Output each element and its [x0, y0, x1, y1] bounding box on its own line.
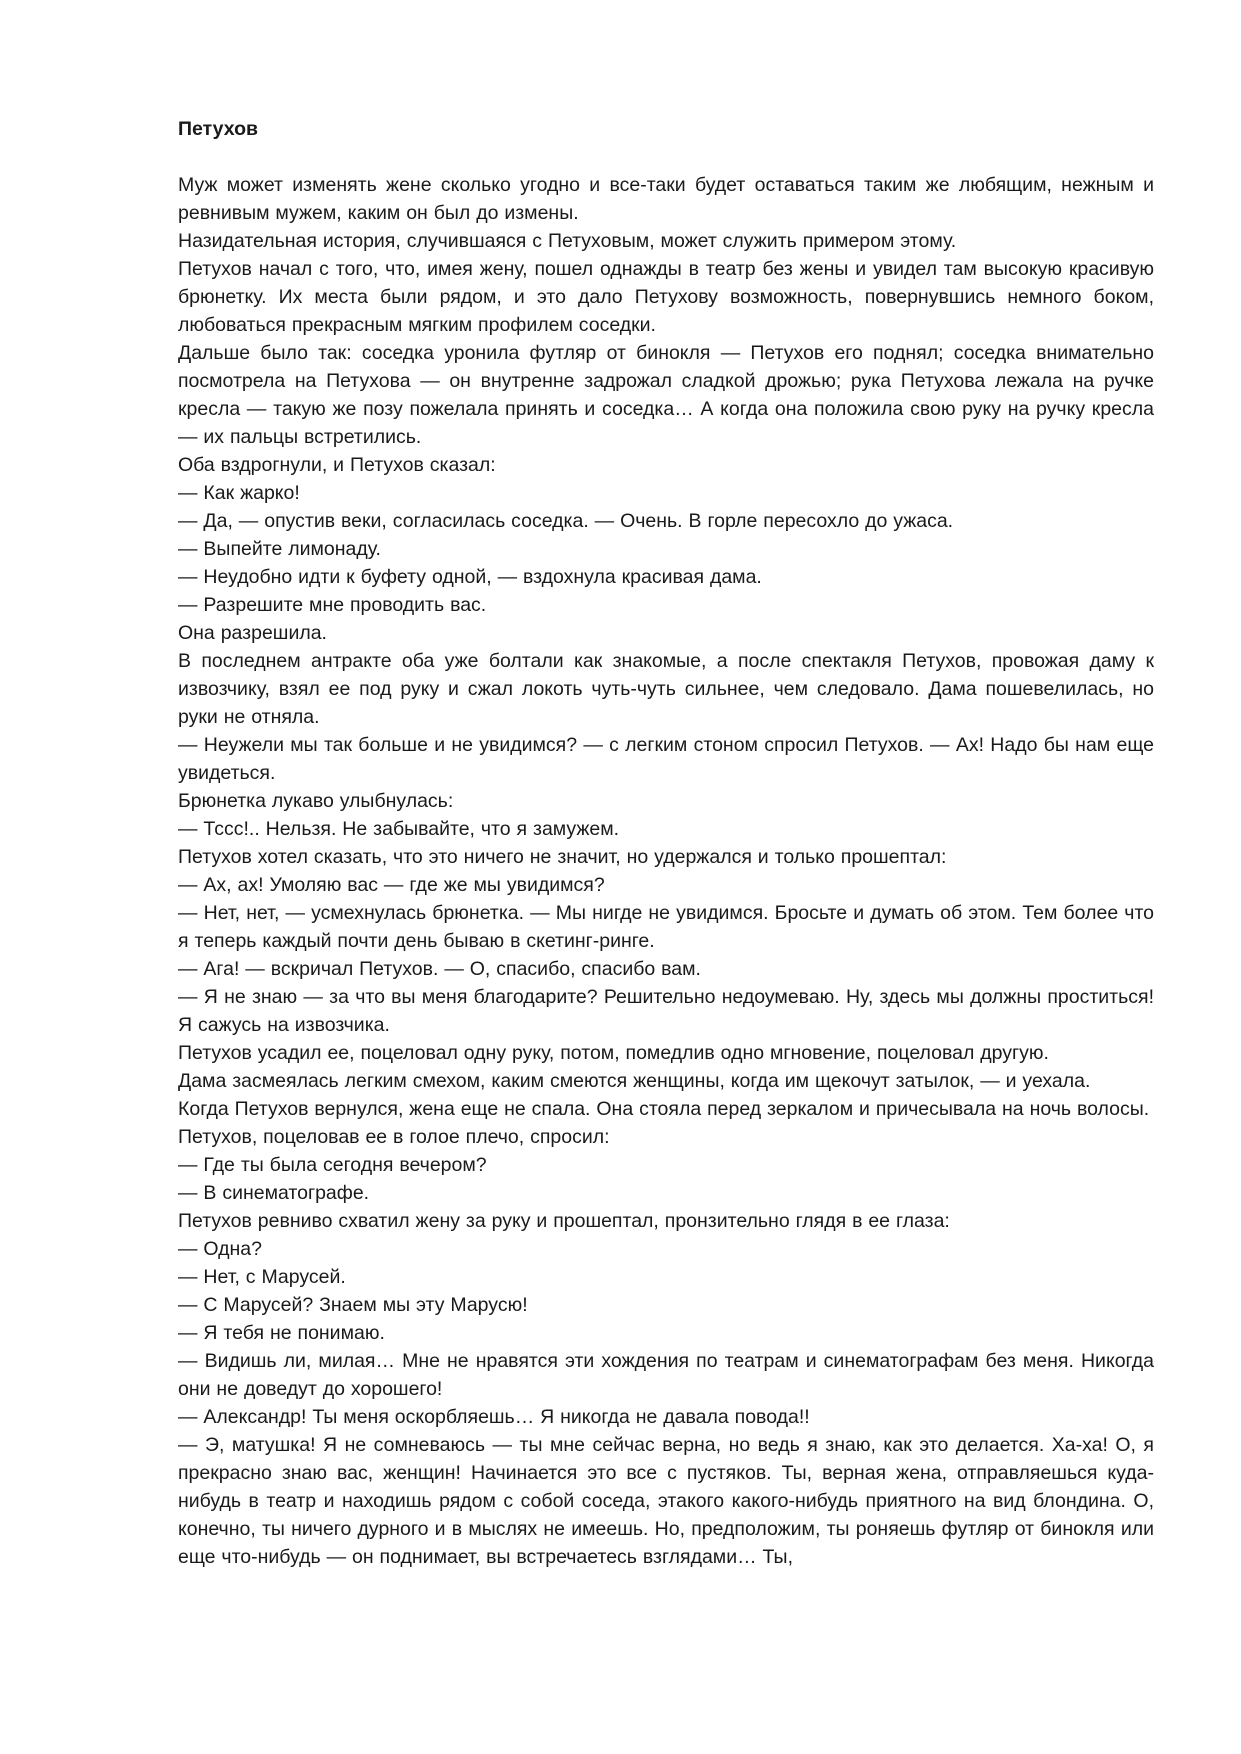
paragraph: Петухов ревниво схватил жену за руку и прошептал, пронзительно глядя в ее глаза:: [178, 1210, 950, 1232]
paragraph: Брюнетка лукаво улыбнулась:: [178, 790, 454, 812]
paragraph: Петухов хотел сказать, что это ничего не значит, но удержался и только прошептал:: [178, 846, 947, 868]
dialogue-line: — Я не знаю — за что вы меня благодарите? Решительно недоумеваю. Ну, здесь мы должны проститься! Я сажусь на извозчика.: [178, 986, 1154, 1036]
dialogue-line: — С Марусей? Знаем мы эту Марусю!: [178, 1294, 528, 1316]
paragraph: Она разрешила.: [178, 622, 327, 644]
paragraph: Дама засмеялась легким смехом, каким смеются женщины, когда им щекочут затылок, — и уехала.: [178, 1070, 1091, 1092]
paragraph: Дальше было так: соседка уронила футляр от бинокля — Петухов его поднял; соседка внимательно посмотрела на Петухова — он внутренне задрожал сладкой дрожью; рука Петухова лежала на ручке кресла — такую же позу пожелала принять и соседка… А когда она положила свою руку на ручку кресла — их пальцы встретились.: [178, 342, 1154, 448]
dialogue-line: — Неудобно идти к буфету одной, — вздохнула красивая дама.: [178, 566, 762, 588]
dialogue-line: — Видишь ли, милая… Мне не нравятся эти хождения по театрам и синематографам без меня. Никогда они не доведут до хорошего!: [178, 1350, 1154, 1400]
dialogue-line: — Да, — опустив веки, согласилась соседка. — Очень. В горле пересохло до ужаса.: [178, 510, 954, 532]
paragraph: Петухов начал с того, что, имея жену, пошел однажды в театр без жены и увидел там высокую красивую брюнетку. Их места были рядом, и это дало Петухову возможность, повернувшись немного боком, любоваться прекрасным мягким профилем соседки.: [178, 258, 1154, 336]
document-title: Петухов: [178, 118, 258, 140]
dialogue-line: — Неужели мы так больше и не увидимся? — с легким стоном спросил Петухов. — Ах! Надо бы нам еще увидеться.: [178, 734, 1154, 784]
dialogue-line: — Разрешите мне проводить вас.: [178, 594, 487, 616]
dialogue-line: — Я тебя не понимаю.: [178, 1322, 385, 1344]
dialogue-line: — В синематографе.: [178, 1182, 370, 1204]
document-body: [178, 171, 1154, 1571]
paragraph: Муж может изменять жене сколько угодно и все-таки будет оставаться таким же любящим, нежным и ревнивым мужем, каким он был до измены.: [178, 174, 1154, 224]
dialogue-line: — Выпейте лимонаду.: [178, 538, 381, 560]
dialogue-line: — Ах, ах! Умоляю вас — где же мы увидимся?: [178, 874, 605, 896]
dialogue-line: — Нет, нет, — усмехнулась брюнетка. — Мы нигде не увидимся. Бросьте и думать об этом. Тем более что я теперь каждый почти день бываю в скетинг-ринге.: [178, 902, 1154, 952]
dialogue-line: — Где ты была сегодня вечером?: [178, 1154, 487, 1176]
dialogue-line: — Александр! Ты меня оскорбляешь… Я никогда не давала повода!!: [178, 1406, 810, 1428]
dialogue-line: — Нет, с Марусей.: [178, 1266, 346, 1288]
paragraph: Когда Петухов вернулся, жена еще не спала. Она стояла перед зеркалом и причесывала на ночь волосы.: [178, 1098, 1150, 1120]
paragraph: Назидательная история, случившаяся с Петуховым, может служить примером этому.: [178, 230, 957, 252]
dialogue-line: — Тссс!.. Нельзя. Не забывайте, что я замужем.: [178, 818, 620, 840]
paragraph: Оба вздрогнули, и Петухов сказал:: [178, 454, 496, 476]
dialogue-line: — Ага! — вскричал Петухов. — О, спасибо, спасибо вам.: [178, 958, 701, 980]
paragraph: В последнем антракте оба уже болтали как знакомые, а после спектакля Петухов, провожая даму к извозчику, взял ее под руку и сжал локоть чуть-чуть сильнее, чем следовало. Дама пошевелилась, но руки не отняла.: [178, 650, 1154, 728]
paragraph: Петухов усадил ее, поцеловал одну руку, потом, помедлив одно мгновение, поцеловал другую.: [178, 1042, 1049, 1064]
dialogue-line: — Э, матушка! Я не сомневаюсь — ты мне сейчас верна, но ведь я знаю, как это делается. Ха-ха! О, я прекрасно знаю вас, женщин! Начинается это все с пустяков. Ты, верная жена, отправляешься куда-нибудь в театр и находишь рядом с собой соседа, этакого какого-нибудь приятного на вид блондина. О, конечно, ты ничего дурного и в мыслях не имеешь. Но, предположим, ты роняешь футляр от бинокля или еще что-нибудь — он поднимает, вы встречаетесь взглядами… Ты,: [178, 1434, 1154, 1568]
paragraph: Петухов, поцеловав ее в голое плечо, спросил:: [178, 1126, 610, 1148]
dialogue-line: — Одна?: [178, 1238, 262, 1260]
dialogue-line: — Как жарко!: [178, 482, 300, 504]
document-page: [178, 115, 1154, 1571]
